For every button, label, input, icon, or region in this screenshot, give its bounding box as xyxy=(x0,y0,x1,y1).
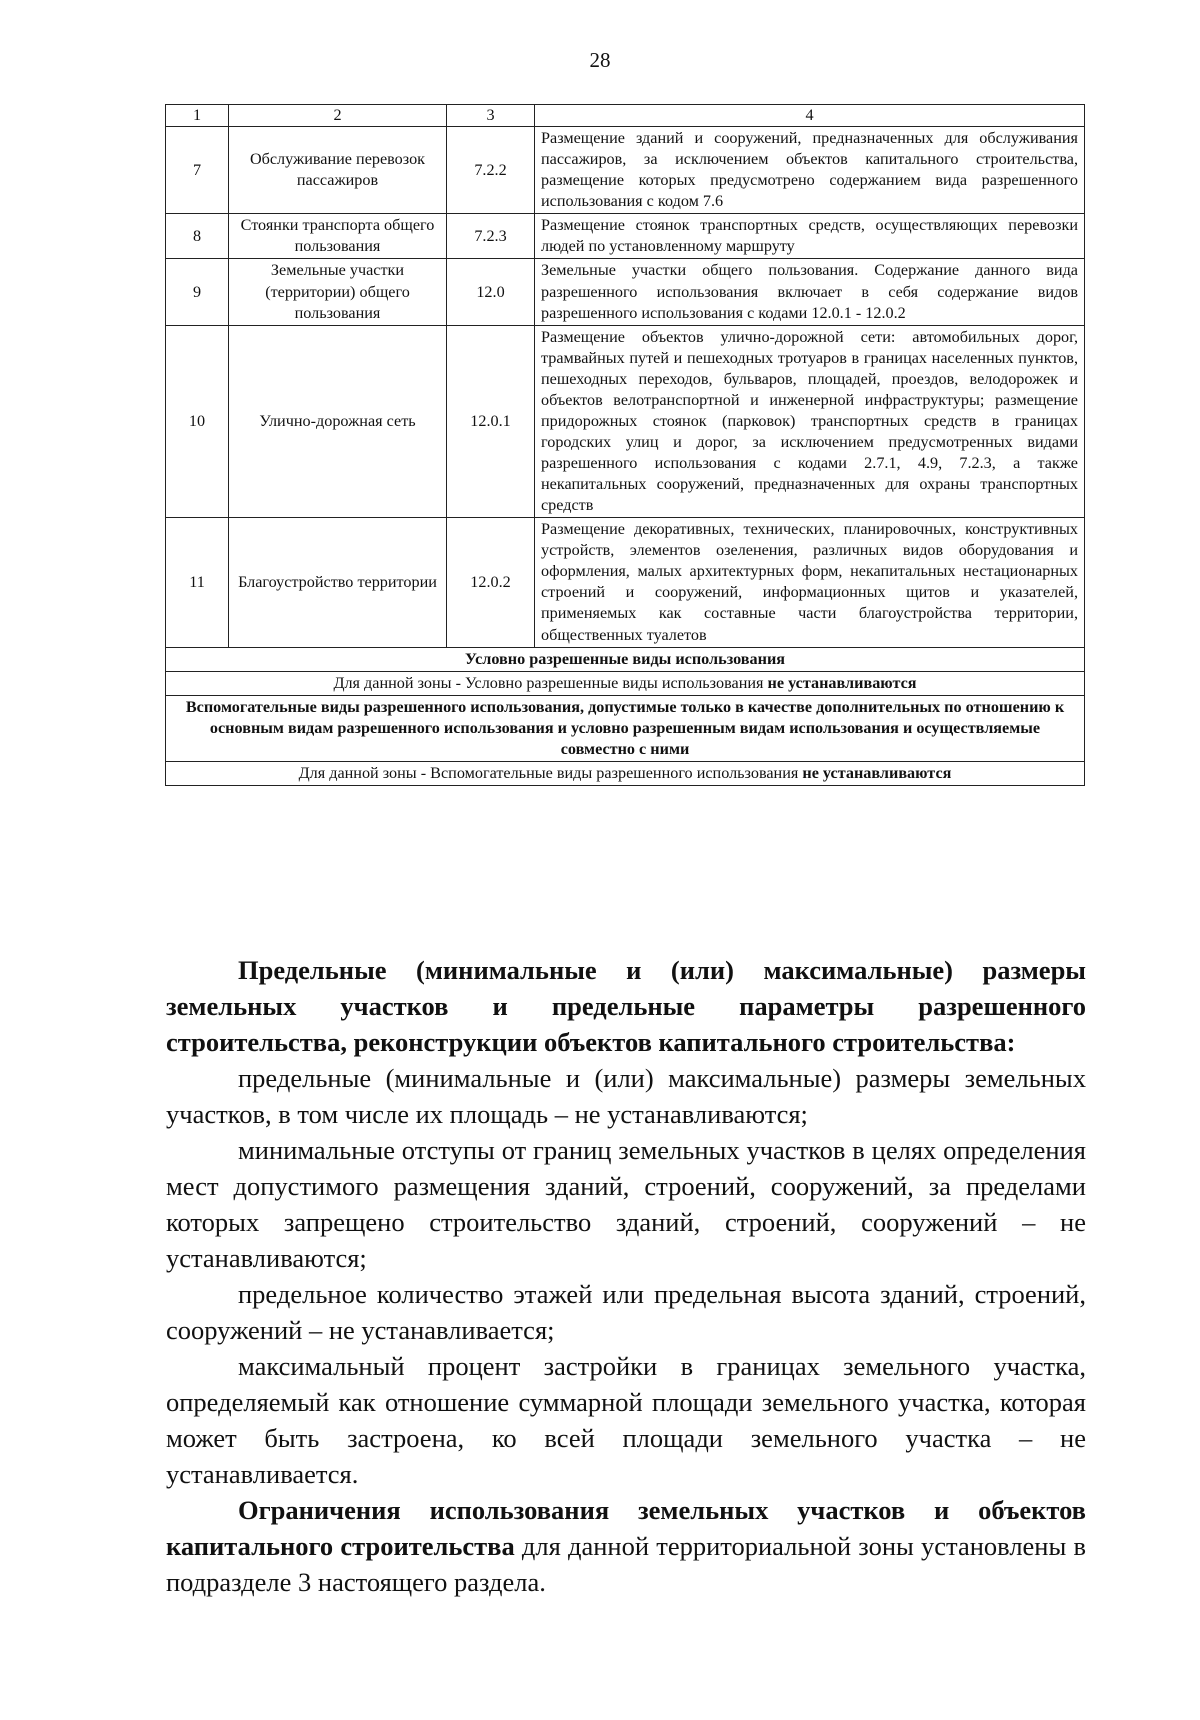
use-type-name: Земельные участки (территории) общего пользования xyxy=(229,259,447,325)
parameter-paragraph: предельные (минимальные и (или) максимальные) размеры земельных участков, в том числе их площадь – не устанавливаются; xyxy=(166,1063,1086,1129)
column-header: 3 xyxy=(447,105,535,127)
row-number: 10 xyxy=(166,325,229,518)
column-header: 1 xyxy=(166,105,229,127)
conditional-note-bold: не устанавливаются xyxy=(767,673,917,692)
auxiliary-note-bold: не устанавливаются xyxy=(802,763,952,782)
land-use-table xyxy=(165,104,1085,786)
parameter-paragraph: предельное количество этажей или предельная высота зданий, строений, сооружений – не устанавливается; xyxy=(166,1279,1086,1345)
table-row xyxy=(166,518,1085,647)
column-header: 2 xyxy=(229,105,447,127)
row-number: 8 xyxy=(166,214,229,259)
parameter-paragraph: максимальный процент застройки в границах земельного участка, определяемый как отношение суммарной площади земельного участка, которая может быть застроена, ко всей площади земельного участка – не устанавливается. xyxy=(166,1351,1086,1489)
use-type-code: 12.0.2 xyxy=(447,518,535,647)
row-number: 9 xyxy=(166,259,229,325)
use-type-name: Обслуживание перевозок пассажиров xyxy=(229,127,447,214)
table-row xyxy=(166,259,1085,325)
auxiliary-uses-title: Вспомогательные виды разрешенного использования, допустимые только в качестве дополнительных по отношению к основным видам разрешенного использования и условно разрешенным видам использования и осуществляемые совместно с ними xyxy=(166,695,1085,761)
conditional-uses-note-row xyxy=(166,671,1085,695)
use-type-code: 7.2.2 xyxy=(447,127,535,214)
use-type-name: Благоустройство территории xyxy=(229,518,447,647)
table-row xyxy=(166,214,1085,259)
use-type-description: Размещение декоративных, технических, планировочных, конструктивных устройств, элементов озеленения, различных видов оборудования и оформления, малых архитектурных форм, некапитальных нестационарных строений и сооружений, информационных щитов и указателей, применяемых как составные части благоустройства территории, общественных туалетов xyxy=(535,518,1085,647)
table-row xyxy=(166,127,1085,214)
auxiliary-uses-title-row xyxy=(166,695,1085,761)
restrictions-paragraph xyxy=(166,1492,1086,1600)
parameters-section xyxy=(166,952,1086,1600)
parameter-paragraph: минимальные отступы от границ земельных участков в целях определения мест допустимого размещения зданий, строений, сооружений, за пределами которых запрещено строительство зданий, строений, сооружений – не устанавливаются; xyxy=(166,1135,1086,1273)
restrictions-rest: для данной территориальной зоны установлены в подразделе 3 настоящего раздела. xyxy=(166,1531,1086,1597)
use-type-description: Размещение объектов улично-дорожной сети: автомобильных дорог, трамвайных путей и пешеходных тротуаров в границах населенных пунктов, пешеходных переходов, бульваров, площадей, проездов, велодорожек и объектов велотранспортной и инженерной инфраструктуры; размещение придорожных стоянок (парковок) транспортных средств в границах городских улиц и дорог, за исключением предусмотренных видами разрешенного использования с кодами 2.7.1, 4.9, 7.2.3, а также некапитальных сооружений, предназначенных для охраны транспортных средств xyxy=(535,325,1085,518)
use-type-code: 12.0 xyxy=(447,259,535,325)
use-type-code: 7.2.3 xyxy=(447,214,535,259)
conditional-note-prefix: Для данной зоны - Условно разрешенные виды использования xyxy=(333,673,768,692)
table-row xyxy=(166,325,1085,518)
row-number: 7 xyxy=(166,127,229,214)
conditional-uses-title: Условно разрешенные виды использования xyxy=(166,647,1085,671)
auxiliary-uses-note-row xyxy=(166,761,1085,785)
conditional-uses-title-row xyxy=(166,647,1085,671)
row-number: 11 xyxy=(166,518,229,647)
table-header-row xyxy=(166,105,1085,127)
restrictions-bold: Ограничения использования земельных участков и объектов капитального строительства xyxy=(166,1495,1086,1561)
page-number: 28 xyxy=(589,48,611,72)
use-type-description: Размещение зданий и сооружений, предназначенных для обслуживания пассажиров, за исключением объектов капитального строительства, размещение которых предусмотрено содержанием вида разрешенного использования с кодом 7.6 xyxy=(535,127,1085,214)
use-type-code: 12.0.1 xyxy=(447,325,535,518)
parameters-heading: Предельные (минимальные и (или) максимальные) размеры земельных участков и предельные параметры разрешенного строительства, реконструкции объектов капитального строительства: xyxy=(166,955,1086,1057)
auxiliary-uses-note xyxy=(166,761,1085,785)
auxiliary-note-prefix: Для данной зоны - Вспомогательные виды разрешенного использования xyxy=(298,763,803,782)
use-type-name: Улично-дорожная сеть xyxy=(229,325,447,518)
use-type-description: Размещение стоянок транспортных средств, осуществляющих перевозки людей по установленному маршруту xyxy=(535,214,1085,259)
use-type-description: Земельные участки общего пользования. Содержание данного вида разрешенного использования включает в себя содержание видов разрешенного использования с кодами 12.0.1 - 12.0.2 xyxy=(535,259,1085,325)
column-header: 4 xyxy=(535,105,1085,127)
conditional-uses-note xyxy=(166,671,1085,695)
use-type-name: Стоянки транспорта общего пользования xyxy=(229,214,447,259)
